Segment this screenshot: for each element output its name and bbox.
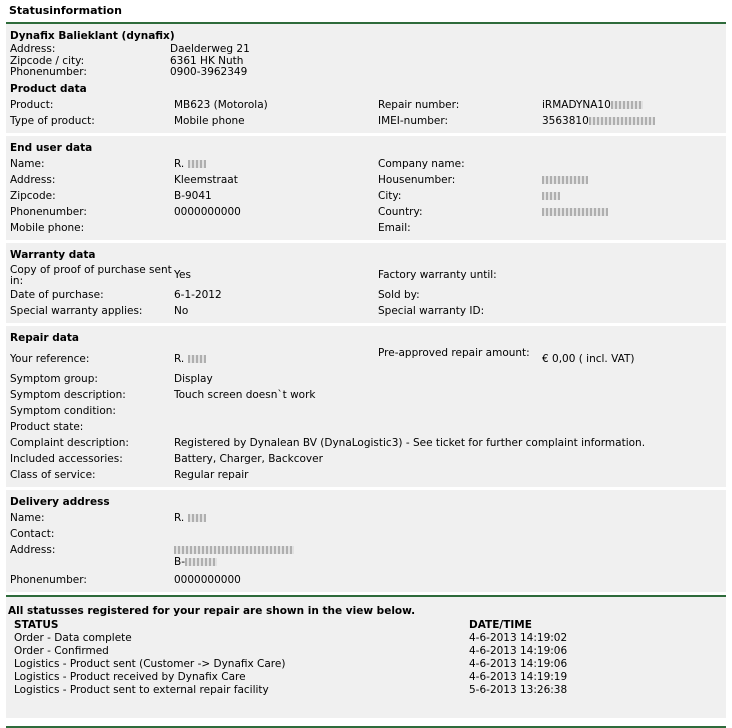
reference-field [174, 346, 378, 367]
delivery-heading: Delivery address [10, 495, 110, 508]
special-warranty-id-value [542, 303, 712, 319]
company-label: Company name: [378, 157, 465, 170]
redacted-mark [188, 514, 206, 522]
symptom-condition-label: Symptom condition: [10, 404, 116, 417]
end-user-row-2 [10, 172, 722, 188]
product-label: Product: [10, 98, 54, 111]
mobile-value [174, 220, 378, 236]
delivery-phone-label: Phonenumber: [10, 573, 87, 586]
repair-number-value: iRMADYNA10 [542, 98, 611, 111]
status-column-header: STATUS [14, 618, 59, 631]
end-user-section [6, 136, 726, 243]
phone-value: 0900-3962349 [170, 66, 248, 78]
delivery-phone-value: 0000000000 [174, 573, 241, 586]
repair-heading: Repair data [10, 331, 79, 344]
table-row [8, 684, 722, 697]
product-value: MB623 (Motorola) [174, 98, 268, 111]
status-datetime: 4-6-2013 14:19:02 [469, 631, 568, 644]
phone-label: Phonenumber: [10, 205, 87, 218]
header-row-phone [10, 67, 722, 79]
table-row [8, 632, 722, 645]
company-name: Dynafix Balieklant (dynafix) [10, 30, 175, 42]
special-warranty-label: Special warranty applies: [10, 304, 143, 317]
repair-row-accessories [10, 451, 722, 467]
phone-label: Phonenumber: [10, 66, 87, 78]
preapproved-value: € 0,00 ( incl. VAT) [542, 352, 635, 365]
reference-value: R. [174, 352, 185, 365]
symptom-group-value: Display [174, 372, 213, 385]
end-user-heading: End user data [10, 141, 93, 154]
redacted-mark [542, 192, 560, 200]
name-value: R. [174, 157, 185, 170]
status-header-row [8, 619, 722, 632]
phone-value: 0000000000 [174, 205, 241, 218]
delivery-row-name [10, 510, 722, 526]
zipcode-city-label: Zipcode / city: [10, 54, 85, 67]
repair-row-class [10, 467, 722, 483]
status-datetime: 5-6-2013 13:26:38 [469, 683, 568, 696]
housenumber-label: Housenumber: [378, 173, 456, 186]
delivery-contact-label: Contact: [10, 527, 55, 540]
redacted-mark [185, 558, 217, 566]
bottom-divider [6, 726, 726, 728]
status-text: Logistics - Product sent (Customer -> Dynafix Care) [14, 657, 286, 670]
status-intro: All statusses registered for your repair are shown in the view below. [8, 604, 416, 617]
product-section [6, 24, 726, 136]
name-label: Name: [10, 157, 45, 170]
delivery-address-value [174, 544, 378, 568]
datetime-column-header: DATE/TIME [469, 618, 532, 631]
address-label: Address: [10, 173, 56, 186]
sold-by-value [542, 287, 712, 303]
zipcode-label: Zipcode: [10, 189, 56, 202]
status-datetime: 4-6-2013 14:19:19 [469, 670, 568, 683]
warranty-heading: Warranty data [10, 248, 96, 261]
proof-value: Yes [174, 268, 191, 281]
table-row [8, 658, 722, 671]
name-field [174, 156, 378, 172]
delivery-name-value: R. [174, 511, 185, 524]
redacted-mark [174, 546, 294, 554]
proof-label: Copy of proof of purchase sent in: [10, 263, 172, 287]
delivery-address-line2: B- [174, 555, 185, 568]
reference-label: Your reference: [10, 352, 90, 365]
end-user-row-3 [10, 188, 722, 204]
repair-row-symptom-group [10, 371, 722, 387]
status-history [6, 597, 726, 718]
header-row-zipcode [10, 56, 722, 68]
special-warranty-id-label: Special warranty ID: [378, 304, 485, 317]
product-heading: Product data [10, 82, 87, 95]
symptom-description-label: Symptom description: [10, 388, 126, 401]
preapproved-label: Pre-approved repair amount: [378, 346, 530, 359]
email-label: Email: [378, 221, 411, 234]
imei-label: IMEI-number: [378, 114, 449, 127]
repair-row-symptom-desc [10, 387, 722, 403]
redacted-mark [188, 160, 206, 168]
complaint-value: Registered by Dynalean BV (DynaLogistic3) - See ticket for further complaint information. [174, 436, 646, 449]
purchase-date-label: Date of purchase: [10, 288, 104, 301]
type-value: Mobile phone [174, 114, 245, 127]
status-information-panel [6, 0, 726, 728]
warranty-row-2 [10, 287, 722, 303]
mobile-label: Mobile phone: [10, 221, 85, 234]
repair-row-complaint [10, 435, 722, 451]
delivery-name-label: Name: [10, 511, 45, 524]
warranty-section [6, 243, 726, 326]
table-row [8, 671, 722, 684]
email-value [542, 220, 712, 236]
country-value [542, 204, 712, 220]
address-label: Address: [10, 43, 56, 55]
purchase-date-value: 6-1-2012 [174, 288, 222, 301]
country-label: Country: [378, 205, 423, 218]
status-datetime: 4-6-2013 14:19:06 [469, 644, 568, 657]
header-row-address [10, 44, 722, 56]
redacted-mark [611, 101, 643, 109]
company-value [542, 156, 712, 172]
symptom-description-value: Touch screen doesn`t work [174, 388, 316, 401]
type-row [10, 113, 722, 129]
repair-number-field [542, 97, 712, 113]
delivery-address-label: Address: [10, 543, 56, 556]
repair-row-product-state [10, 419, 722, 435]
table-row [8, 645, 722, 658]
zipcode-value: B-9041 [174, 189, 212, 202]
delivery-row-phone [10, 572, 722, 588]
imei-value: 3563810 [542, 114, 589, 127]
redacted-mark [542, 176, 588, 184]
end-user-row-4 [10, 204, 722, 220]
accessories-value: Battery, Charger, Backcover [174, 452, 323, 465]
status-text: Logistics - Product sent to external repair facility [14, 683, 269, 696]
repair-section [6, 326, 726, 490]
housenumber-value [542, 172, 712, 188]
delivery-row-address [10, 542, 722, 568]
repair-number-label: Repair number: [378, 98, 460, 111]
city-label: City: [378, 189, 402, 202]
delivery-name-field [174, 510, 378, 526]
redacted-mark [188, 355, 206, 363]
symptom-group-label: Symptom group: [10, 372, 98, 385]
complaint-label: Complaint description: [10, 436, 129, 449]
status-datetime: 4-6-2013 14:19:06 [469, 657, 568, 670]
product-row [10, 97, 722, 113]
page-title: Statusinformation [6, 0, 726, 24]
delivery-section [6, 490, 726, 595]
product-state-label: Product state: [10, 420, 84, 433]
end-user-row-5 [10, 220, 722, 236]
redacted-mark [542, 208, 608, 216]
status-text: Logistics - Product received by Dynafix Care [14, 670, 246, 683]
status-text: Order - Confirmed [14, 644, 109, 657]
zipcode-city-value: 6361 HK Nuth [170, 54, 244, 67]
class-of-service-value: Regular repair [174, 468, 249, 481]
city-value [542, 188, 712, 204]
repair-row-ref [10, 346, 722, 367]
address-value: Kleemstraat [174, 173, 238, 186]
end-user-row-1 [10, 156, 722, 172]
factory-warranty-value [542, 263, 712, 287]
sold-by-label: Sold by: [378, 288, 420, 301]
warranty-row-3 [10, 303, 722, 319]
accessories-label: Included accessories: [10, 452, 123, 465]
redacted-mark [589, 117, 655, 125]
warranty-row-1 [10, 263, 722, 287]
status-text: Order - Data complete [14, 631, 132, 644]
special-warranty-value: No [174, 304, 189, 317]
type-label: Type of product: [10, 114, 95, 127]
address-value: Daelderweg 21 [170, 43, 250, 55]
factory-warranty-label: Factory warranty until: [378, 268, 497, 281]
imei-field [542, 113, 712, 129]
repair-row-symptom-cond [10, 403, 722, 419]
delivery-row-contact [10, 526, 722, 542]
class-of-service-label: Class of service: [10, 468, 96, 481]
